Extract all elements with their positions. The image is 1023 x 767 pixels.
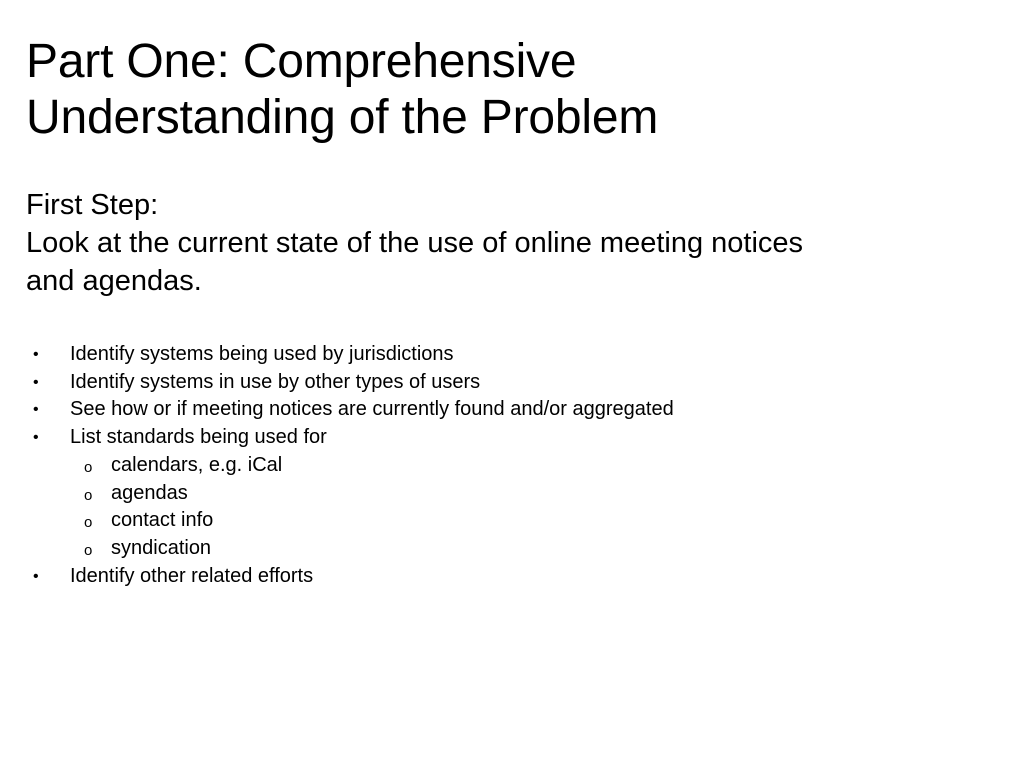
sub-bullet-text: syndication [111, 536, 212, 559]
sub-bullet-text: agendas [111, 481, 188, 504]
bullet-text: List standards being used for [70, 426, 327, 449]
bullet-marker: • [33, 401, 39, 419]
bullet-item [0, 396, 1000, 424]
slide-title [26, 34, 986, 146]
first-step-block [26, 186, 1006, 300]
bullet-marker: • [33, 346, 39, 363]
bullet-text: See how or if meeting notices are currently found and/or aggregated [70, 398, 674, 421]
step-heading: First Step: [26, 189, 159, 221]
bullet-marker: • [33, 429, 39, 447]
bullet-text: Identify systems in use by other types of users [70, 370, 481, 393]
bullet-item [0, 341, 1000, 369]
sub-bullet-marker: o [84, 486, 93, 504]
sub-bullet-item [0, 452, 1000, 480]
bullet-marker: • [33, 373, 39, 391]
sub-bullet-item [0, 535, 1000, 563]
slide-title-line: Understanding of the Problem [26, 91, 659, 144]
sub-bullet-text: contact info [111, 509, 214, 532]
bullet-item [0, 563, 1000, 591]
sub-bullet-text: calendars, e.g. iCal [111, 453, 283, 476]
step-text-line: and agendas. [26, 265, 202, 297]
sub-bullet-item [0, 480, 1000, 508]
bullet-text: Identify systems being used by jurisdictions [70, 343, 454, 365]
sub-bullet-marker: o [84, 514, 93, 532]
sub-bullet-marker: o [84, 458, 93, 476]
bullet-text: Identify other related efforts [70, 564, 314, 587]
sub-bullet-marker: o [84, 541, 93, 559]
sub-bullet-item [0, 507, 1000, 535]
bullet-list [0, 341, 1000, 590]
step-text-line: Look at the current state of the use of online meeting notices [26, 227, 804, 259]
bullet-item [0, 424, 1000, 452]
bullet-marker: • [33, 567, 39, 585]
bullet-item [0, 369, 1000, 397]
slide-title-line: Part One: Comprehensive [26, 35, 577, 88]
